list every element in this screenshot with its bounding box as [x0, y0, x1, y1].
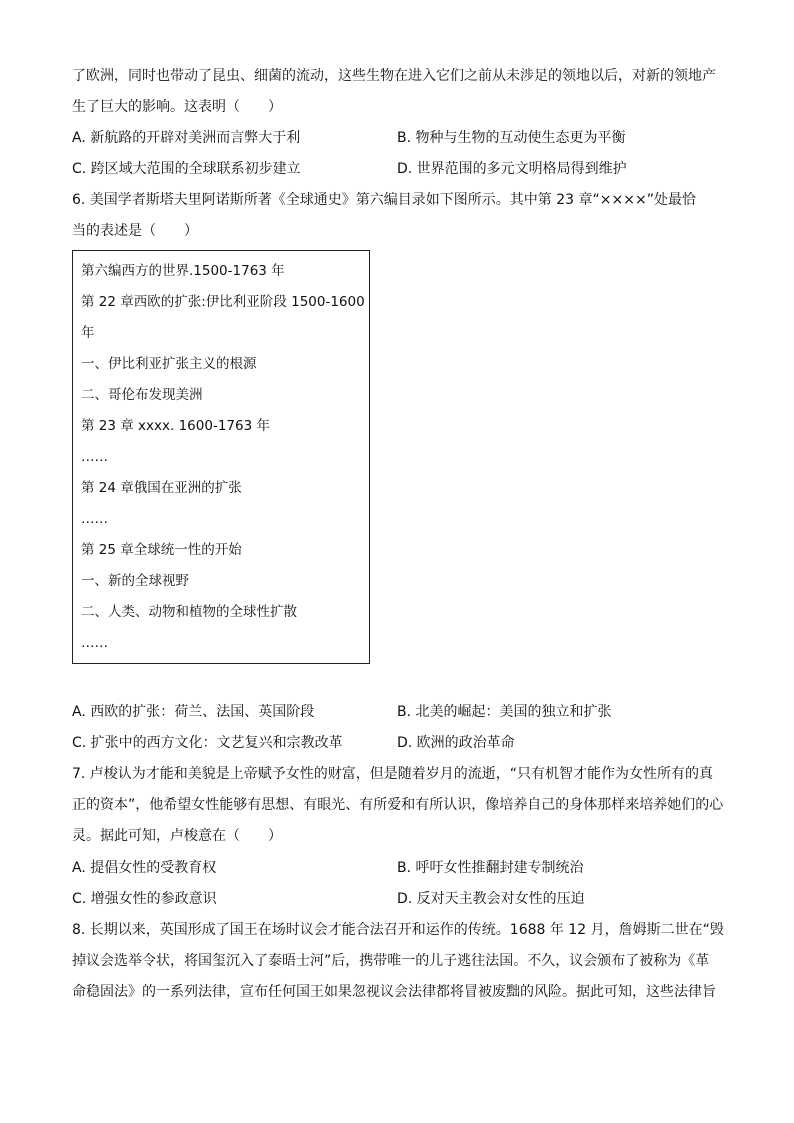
- toc-line: 第 23 章 xxxx. 1600-1763 年: [81, 418, 270, 434]
- toc-line: 年: [81, 325, 95, 341]
- q6-stem-line-2: 当的表述是（ ）: [72, 223, 198, 239]
- q5-option-c[interactable]: C. 跨区域大范围的全球联系初步建立: [72, 161, 301, 177]
- toc-line: ……: [81, 511, 108, 527]
- q7-option-a[interactable]: A. 提倡女性的受教育权: [72, 860, 217, 876]
- toc-line: 第六编西方的世界.1500-1763 年: [81, 263, 285, 279]
- q5-stem-line-1: 了欧洲，同时也带动了昆虫、细菌的流动，这些生物在进入它们之前从未涉足的领地以后，对新的领地产: [72, 68, 716, 84]
- q5-option-a[interactable]: A. 新航路的开辟对美洲而言弊大于利: [72, 130, 301, 146]
- q6-option-d[interactable]: D. 欧洲的政治革命: [397, 735, 515, 751]
- q6-stem-line-1: 6. 美国学者斯塔夫里阿诺斯所著《全球通史》第六编目录如下图所示。其中第 23 章“××××”处最恰: [72, 192, 696, 208]
- toc-line: 二、人类、动物和植物的全球性扩散: [81, 604, 297, 620]
- toc-line: 第 25 章全球统一性的开始: [81, 542, 242, 558]
- q7-option-c[interactable]: C. 增强女性的参政意识: [72, 891, 217, 907]
- q6-option-c[interactable]: C. 扩张中的西方文化：文艺复兴和宗教改革: [72, 735, 343, 751]
- q7-stem-line-2: 正的资本”，他希望女性能够有思想、有眼光、有所爱和有所认识，像培养自己的身体那样来培养她们的心: [72, 797, 724, 813]
- toc-line: 第 24 章俄国在亚洲的扩张: [81, 480, 242, 496]
- q7-stem-line-3: 灵。据此可知，卢梭意在（ ）: [72, 828, 282, 844]
- toc-line: ……: [81, 635, 108, 651]
- q6-option-b[interactable]: B. 北美的崛起：美国的独立和扩张: [397, 704, 612, 720]
- q5-option-d[interactable]: D. 世界范围的多元文明格局得到维护: [397, 161, 627, 177]
- toc-line: 一、伊比利亚扩张主义的根源: [81, 356, 257, 372]
- q8-stem-line-1: 8. 长期以来，英国形成了国王在场时议会才能合法召开和运作的传统。1688 年 12 月，詹姆斯二世在“毁: [72, 922, 724, 938]
- table-of-contents-box: [72, 250, 370, 664]
- q8-stem-line-2: 掉议会选举令状，将国玺沉入了泰晤士河”后，携带唯一的儿子逃往法国。不久，议会颁布了被称为《革: [72, 953, 710, 969]
- toc-line: 第 22 章西欧的扩张:伊比利亚阶段 1500-1600: [81, 294, 365, 310]
- q5-stem-line-2: 生了巨大的影响。这表明（ ）: [72, 99, 282, 115]
- q7-option-b[interactable]: B. 呼吁女性推翻封建专制统治: [397, 860, 584, 876]
- toc-line: ……: [81, 449, 108, 465]
- q8-stem-line-3: 命稳固法》的一系列法律，宣布任何国王如果忽视议会法律都将冒被废黜的风险。据此可知，这些法律旨: [72, 984, 716, 1000]
- q6-option-a[interactable]: A. 西欧的扩张：荷兰、法国、英国阶段: [72, 704, 315, 720]
- q5-option-b[interactable]: B. 物种与生物的互动使生态更为平衡: [397, 130, 626, 146]
- toc-line: 一、新的全球视野: [81, 573, 189, 589]
- toc-line: 二、哥伦布发现美洲: [81, 387, 203, 403]
- q7-stem-line-1: 7. 卢梭认为才能和美貌是上帝赋予女性的财富，但是随着岁月的流逝，“只有机智才能作为女性所有的真: [72, 766, 714, 782]
- q7-option-d[interactable]: D. 反对天主教会对女性的压迫: [397, 891, 585, 907]
